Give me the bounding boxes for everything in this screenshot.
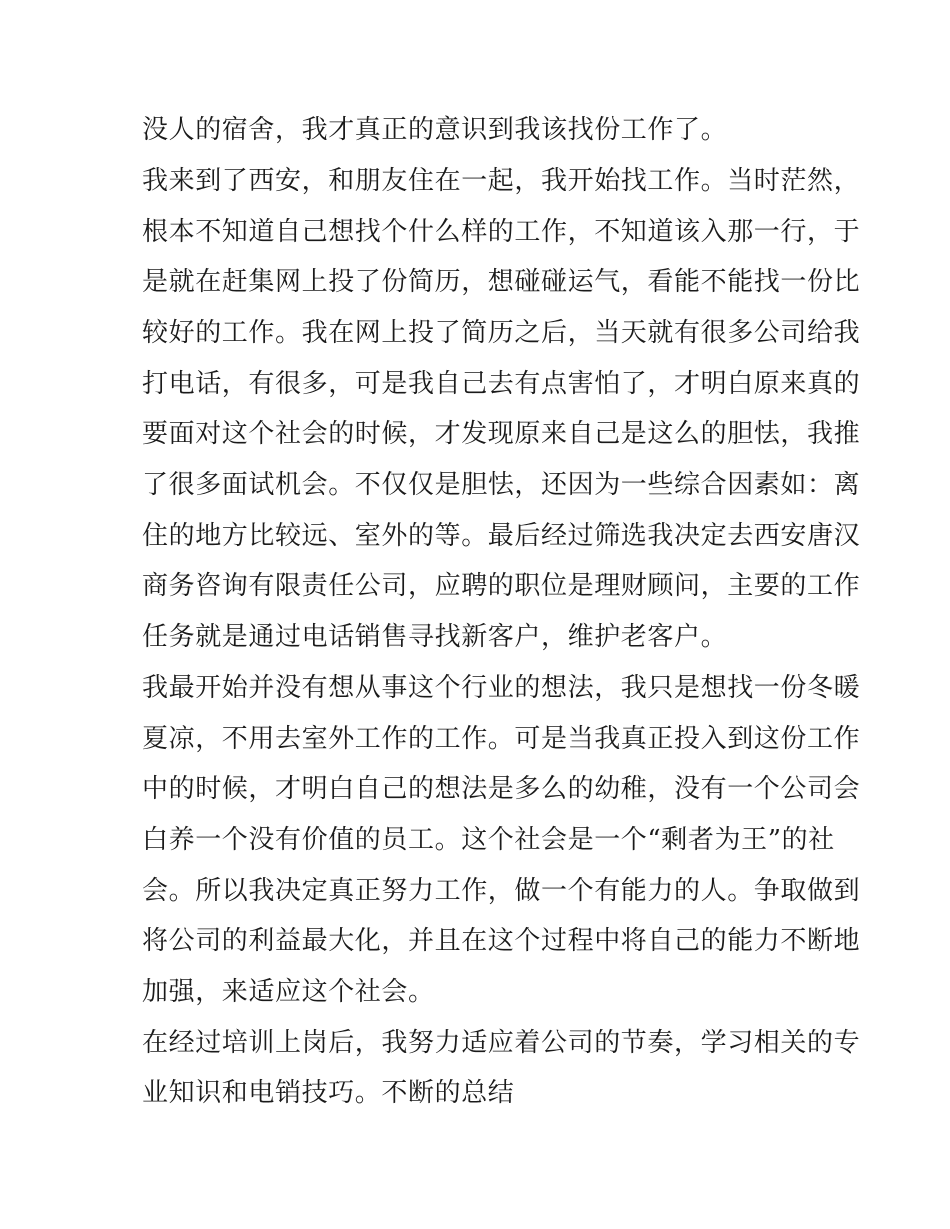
text-line: 没人的宿舍，我才真正的意识到我该找份工作了。 <box>142 115 728 145</box>
text-line: 要面对这个社会的时候，才发现原来自己是这么的胆怯，我推 <box>142 419 861 449</box>
text-line: 将公司的利益最大化，并且在这个过程中将自己的能力不断地 <box>142 926 861 956</box>
text-line: 任务就是通过电话销售寻找新客户，维护老客户。 <box>142 622 728 652</box>
text-line: 我来到了西安，和朋友住在一起，我开始找工作。当时茫然， <box>142 166 861 196</box>
text-line: 我最开始并没有想从事这个行业的想法，我只是想找一份冬暖 <box>142 673 861 703</box>
text-line: 中的时候，才明白自己的想法是多么的幼稚，没有一个公司会 <box>142 774 861 804</box>
text-line: 了很多面试机会。不仅仅是胆怯，还因为一些综合因素如：离 <box>142 470 861 500</box>
text-line: 打电话，有很多，可是我自己去有点害怕了，才明白原来真的 <box>142 369 861 399</box>
text-line: 住的地方比较远、室外的等。最后经过筛选我决定去西安唐汉 <box>142 521 861 551</box>
text-line: 会。所以我决定真正努力工作，做一个有能力的人。争取做到 <box>142 876 861 906</box>
text-line: 是就在赶集网上投了份简历，想碰碰运气，看能不能找一份比 <box>142 267 861 297</box>
text-line: 商务咨询有限责任公司，应聘的职位是理财顾问，主要的工作 <box>142 571 861 601</box>
text-line: 夏凉，不用去室外工作的工作。可是当我真正投入到这份工作 <box>142 724 861 754</box>
text-line: 根本不知道自己想找个什么样的工作，不知道该入那一行，于 <box>142 217 861 247</box>
text-line: 业知识和电销技巧。不断的总结 <box>142 1078 515 1108</box>
text-line: 较好的工作。我在网上投了简历之后，当天就有很多公司给我 <box>142 318 861 348</box>
text-line: 白养一个没有价值的员工。这个社会是一个“剩者为王”的社 <box>142 825 835 855</box>
text-line: 加强，来适应这个社会。 <box>142 977 435 1007</box>
text-line: 在经过培训上岗后，我努力适应着公司的节奏，学习相关的专 <box>142 1028 861 1058</box>
